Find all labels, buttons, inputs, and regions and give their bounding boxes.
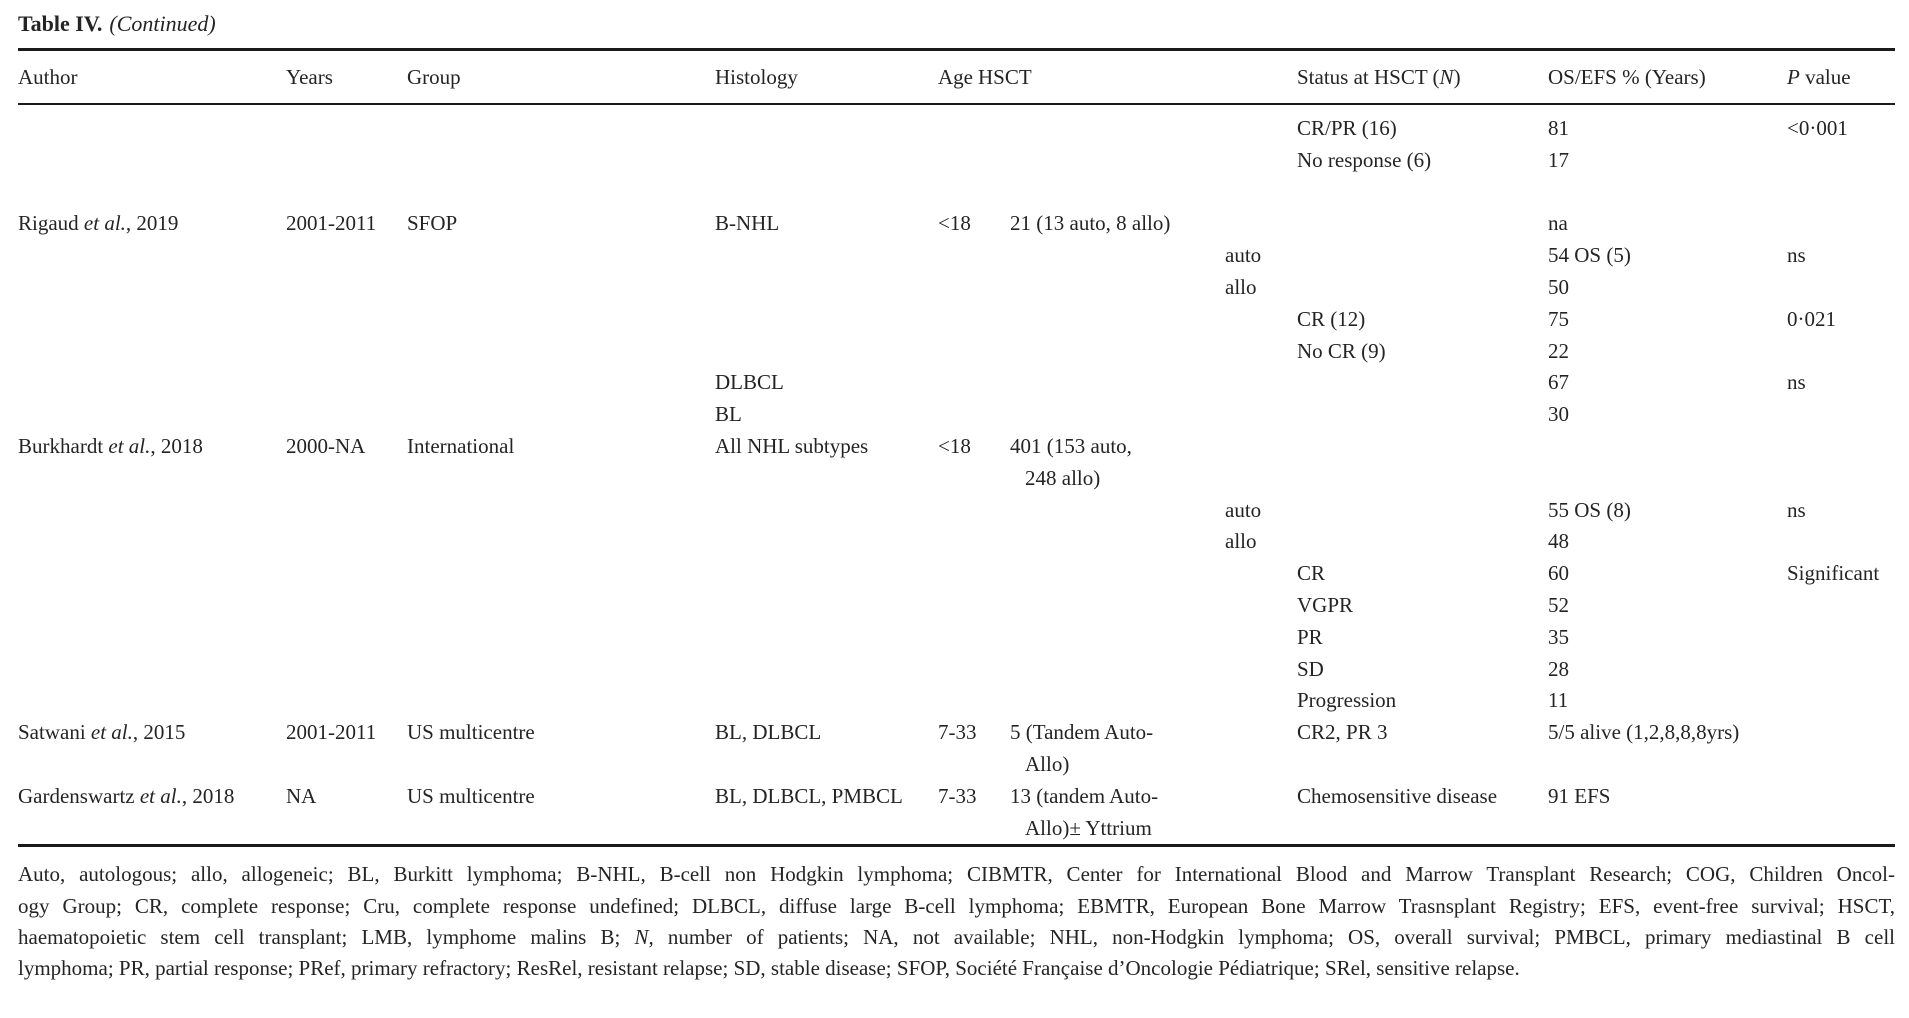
- table-title: [18, 10, 1895, 38]
- cell-p-value: [1787, 526, 1895, 558]
- cell-p-value: ns: [1787, 370, 1806, 395]
- cell-p-value: [1787, 781, 1895, 813]
- cell-os-efs: 81: [1548, 116, 1569, 140]
- cell-years: [286, 304, 407, 336]
- cell-graft-type: auto: [1225, 243, 1262, 268]
- cell-p-value: <0·001: [1787, 116, 1848, 140]
- cell-author: [18, 399, 286, 431]
- cell-hsct: [1010, 240, 1225, 272]
- cell-hsct: [1010, 272, 1225, 304]
- cell-age: [938, 399, 1010, 431]
- cell-os-efs: 50: [1548, 274, 1569, 299]
- table-row: [18, 749, 1895, 781]
- cell-histology: [715, 304, 938, 336]
- column-header-hsct: HSCT: [978, 65, 1032, 89]
- cell-p-value: [1787, 336, 1895, 368]
- cell-years: [286, 813, 407, 845]
- cell-age: 7-33: [938, 783, 977, 808]
- cell-histology: [715, 622, 938, 654]
- table-row: [18, 813, 1895, 845]
- table-footnote: [18, 859, 1895, 984]
- cell-status: [1297, 526, 1548, 558]
- cell-histology: [715, 145, 938, 177]
- cell-age: [938, 145, 1010, 177]
- cell-author: [18, 749, 286, 781]
- cell-age: [938, 526, 1010, 558]
- cell-hsct: Allo): [1025, 751, 1070, 776]
- cell-age: [938, 558, 1010, 590]
- cell-age: [938, 177, 1010, 209]
- cell-graft-type: [1225, 177, 1297, 209]
- cell-group: [407, 304, 715, 336]
- cell-os-efs: [1548, 431, 1787, 463]
- cell-group: [407, 177, 715, 209]
- cell-author: [18, 272, 286, 304]
- cell-years: [286, 558, 407, 590]
- cell-years: [286, 749, 407, 781]
- cell-histology: [715, 272, 938, 304]
- cell-p-value: [1787, 685, 1895, 717]
- cell-histology: [715, 749, 938, 781]
- cell-status: [1297, 813, 1548, 845]
- cell-os-efs: 5/5 alive (1,2,8,8,8yrs): [1548, 720, 1740, 745]
- column-header-author: Author: [18, 65, 78, 89]
- cell-graft-type: [1225, 654, 1297, 686]
- cell-graft-type: [1225, 781, 1297, 813]
- cell-author: Burkhardt et al., 2018: [18, 433, 203, 458]
- cell-status: CR: [1297, 561, 1326, 586]
- table-row: [18, 463, 1895, 495]
- cell-os-efs: 75: [1548, 306, 1569, 331]
- cell-os-efs: 35: [1548, 624, 1569, 649]
- column-header-histology: Histology: [715, 65, 798, 89]
- table-row: [18, 304, 1895, 336]
- cell-years: [286, 399, 407, 431]
- cell-years: [286, 463, 407, 495]
- cell-author: Gardenswartz et al., 2018: [18, 783, 235, 808]
- cell-age: [938, 113, 1010, 145]
- cell-status: Progression: [1297, 688, 1397, 713]
- cell-group: US multicentre: [407, 720, 535, 745]
- cell-status: [1297, 240, 1548, 272]
- cell-p-value: [1787, 431, 1895, 463]
- cell-graft-type: [1225, 145, 1297, 177]
- cell-group: [407, 272, 715, 304]
- table-row: [18, 431, 1895, 463]
- cell-p-value: [1787, 177, 1895, 209]
- cell-author: [18, 113, 286, 145]
- cell-graft-type: [1225, 558, 1297, 590]
- cell-hsct: [1010, 367, 1225, 399]
- cell-hsct: 13 (tandem Auto-: [1010, 783, 1159, 808]
- cell-status: [1297, 463, 1548, 495]
- cell-hsct: [1010, 654, 1225, 686]
- cell-status: VGPR: [1297, 592, 1354, 617]
- cell-years: 2000-NA: [286, 433, 366, 458]
- cell-hsct: 5 (Tandem Auto-: [1010, 720, 1154, 745]
- table-row: [18, 526, 1895, 558]
- table-row: [18, 495, 1895, 527]
- cell-p-value: [1787, 399, 1895, 431]
- cell-os-efs: 60: [1548, 561, 1569, 586]
- column-header-age: Age: [938, 65, 973, 89]
- cell-group: [407, 654, 715, 686]
- cell-os-efs: 52: [1548, 592, 1569, 617]
- cell-os-efs: [1548, 813, 1787, 845]
- cell-group: [407, 749, 715, 781]
- cell-author: [18, 558, 286, 590]
- cell-os-efs: 30: [1548, 402, 1569, 427]
- cell-group: [407, 463, 715, 495]
- cell-os-efs: 28: [1548, 656, 1569, 681]
- cell-years: NA: [286, 783, 317, 808]
- cell-status: No response (6): [1297, 147, 1432, 172]
- cell-years: 2001-2011: [286, 211, 377, 236]
- table-row: [18, 685, 1895, 717]
- cell-graft-type: allo: [1225, 274, 1257, 299]
- cell-years: [286, 272, 407, 304]
- cell-os-efs: 67: [1548, 370, 1569, 395]
- cell-histology: [715, 463, 938, 495]
- cell-graft-type: allo: [1225, 529, 1257, 554]
- cell-hsct: [1010, 558, 1225, 590]
- cell-p-value: 0·021: [1787, 306, 1836, 331]
- cell-os-efs: 22: [1548, 338, 1569, 363]
- cell-group: [407, 526, 715, 558]
- cell-age: [938, 367, 1010, 399]
- cell-graft-type: [1225, 367, 1297, 399]
- footnote-line: ogy Group; CR, complete response; Cru, complete response undefined; DLBCL, diffuse large B-cell lymphoma; EBMTR, European Bone Marrow Trasnsplant Registry; EFS, event-free survival; HSCT,: [18, 893, 1895, 918]
- cell-status: [1297, 431, 1548, 463]
- cell-group: [407, 685, 715, 717]
- cell-histology: [715, 177, 938, 209]
- table-row: [18, 272, 1895, 304]
- cell-age: [938, 304, 1010, 336]
- cell-graft-type: [1225, 622, 1297, 654]
- cell-age: [938, 685, 1010, 717]
- cell-hsct: [1010, 113, 1225, 145]
- cell-graft-type: [1225, 463, 1297, 495]
- cell-group: [407, 336, 715, 368]
- cell-graft-type: [1225, 113, 1297, 145]
- table-row: [18, 781, 1895, 813]
- cell-os-efs: 55 OS (8): [1548, 497, 1631, 522]
- cell-years: [286, 622, 407, 654]
- cell-group: [407, 495, 715, 527]
- cell-author: [18, 526, 286, 558]
- table-row: [18, 558, 1895, 590]
- cell-status: [1297, 177, 1548, 209]
- cell-histology: [715, 654, 938, 686]
- cell-hsct: [1010, 495, 1225, 527]
- cell-os-efs: [1548, 177, 1787, 209]
- cell-os-efs: na: [1548, 211, 1568, 236]
- table-row: [18, 590, 1895, 622]
- cell-graft-type: [1225, 590, 1297, 622]
- cell-age: [938, 240, 1010, 272]
- table-row: [18, 367, 1895, 399]
- cell-age: 7-33: [938, 720, 977, 745]
- cell-age: [938, 495, 1010, 527]
- cell-status: [1297, 495, 1548, 527]
- cell-group: [407, 240, 715, 272]
- cell-hsct: [1010, 145, 1225, 177]
- cell-years: [286, 336, 407, 368]
- cell-hsct: 401 (153 auto,: [1010, 433, 1132, 458]
- table-title-continued: (Continued): [109, 11, 216, 36]
- cell-group: International: [407, 433, 515, 458]
- cell-author: Satwani et al., 2015: [18, 720, 186, 745]
- table-row: [18, 717, 1895, 749]
- footnote-line: Auto, autologous; allo, allogeneic; BL, Burkitt lymphoma; B-NHL, B-cell non Hodgkin lymphoma; CIBMTR, Center for International Blood and Marrow Transplant Research; COG, Children Oncol-: [18, 862, 1895, 887]
- cell-age: [938, 749, 1010, 781]
- cell-status: [1297, 272, 1548, 304]
- cell-author: [18, 590, 286, 622]
- table-row: [18, 113, 1895, 145]
- cell-graft-type: [1225, 399, 1297, 431]
- cell-histology: [715, 685, 938, 717]
- cell-author: [18, 336, 286, 368]
- cell-status: PR: [1297, 624, 1323, 649]
- cell-age: [938, 654, 1010, 686]
- cell-p-value: [1787, 208, 1895, 240]
- cell-group: [407, 113, 715, 145]
- cell-os-efs: 48: [1548, 529, 1569, 554]
- cell-graft-type: [1225, 304, 1297, 336]
- cell-status: [1297, 367, 1548, 399]
- cell-histology: All NHL subtypes: [715, 433, 869, 458]
- table-title-label: Table IV.: [18, 11, 103, 36]
- cell-years: [286, 367, 407, 399]
- cell-hsct: [1010, 177, 1225, 209]
- cell-status: CR/PR (16): [1297, 116, 1397, 140]
- cell-hsct: [1010, 685, 1225, 717]
- cell-graft-type: [1225, 208, 1297, 240]
- cell-p-value: [1787, 654, 1895, 686]
- cell-status: [1297, 749, 1548, 781]
- cell-p-value: ns: [1787, 497, 1806, 522]
- cell-author: [18, 367, 286, 399]
- cell-years: [286, 590, 407, 622]
- cell-p-value: [1787, 590, 1895, 622]
- table-row: [18, 654, 1895, 686]
- table-row: [18, 177, 1895, 209]
- cell-hsct: [1010, 399, 1225, 431]
- cell-status: [1297, 208, 1548, 240]
- cell-group: [407, 558, 715, 590]
- footer-rule: [18, 844, 1895, 847]
- cell-hsct: [1010, 304, 1225, 336]
- cell-author: [18, 177, 286, 209]
- cell-os-efs: [1548, 463, 1787, 495]
- column-header-os-efs: OS/EFS % (Years): [1548, 65, 1706, 89]
- cell-histology: [715, 113, 938, 145]
- table-row: [18, 399, 1895, 431]
- cell-years: [286, 113, 407, 145]
- cell-years: [286, 654, 407, 686]
- cell-years: [286, 526, 407, 558]
- cell-hsct: 21 (13 auto, 8 allo): [1010, 211, 1171, 236]
- footnote-line: lymphoma; PR, partial response; PRef, primary refractory; ResRel, resistant relapse; SD, stable disease; SFOP, Société Française d’Oncologie Pédiatrique; SRel, sensitive relapse.: [18, 955, 1520, 980]
- cell-age: <18: [938, 433, 971, 458]
- cell-age: [938, 813, 1010, 845]
- column-header-p-value: P value: [1787, 65, 1851, 89]
- cell-p-value: [1787, 145, 1895, 177]
- cell-graft-type: [1225, 431, 1297, 463]
- cell-author: [18, 622, 286, 654]
- cell-os-efs: [1548, 749, 1787, 781]
- cell-author: [18, 685, 286, 717]
- cell-status: [1297, 399, 1548, 431]
- cell-p-value: [1787, 749, 1895, 781]
- cell-status: SD: [1297, 656, 1324, 681]
- cell-histology: [715, 558, 938, 590]
- cell-p-value: [1787, 813, 1895, 845]
- table-body: [18, 105, 1895, 844]
- cell-histology: BL, DLBCL: [715, 720, 822, 745]
- table-row: [18, 336, 1895, 368]
- cell-graft-type: [1225, 749, 1297, 781]
- cell-status: CR (12): [1297, 306, 1366, 331]
- cell-p-value: Significant: [1787, 561, 1880, 586]
- cell-age: [938, 336, 1010, 368]
- cell-hsct: 248 allo): [1025, 465, 1101, 490]
- cell-age: [938, 463, 1010, 495]
- cell-histology: BL: [715, 402, 742, 427]
- cell-histology: [715, 526, 938, 558]
- cell-graft-type: [1225, 685, 1297, 717]
- cell-p-value: [1787, 717, 1895, 749]
- cell-author: [18, 463, 286, 495]
- cell-author: [18, 145, 286, 177]
- cell-histology: DLBCL: [715, 370, 784, 395]
- cell-author: [18, 495, 286, 527]
- cell-os-efs: 91 EFS: [1548, 783, 1611, 808]
- cell-histology: [715, 590, 938, 622]
- cell-age: [938, 590, 1010, 622]
- cell-histology: [715, 813, 938, 845]
- column-header-group: Group: [407, 65, 461, 89]
- cell-author: [18, 654, 286, 686]
- cell-p-value: [1787, 272, 1895, 304]
- cell-os-efs: 54 OS (5): [1548, 243, 1631, 268]
- cell-author: [18, 304, 286, 336]
- cell-graft-type: [1225, 717, 1297, 749]
- cell-years: [286, 177, 407, 209]
- cell-hsct: [1010, 622, 1225, 654]
- cell-p-value: [1787, 622, 1895, 654]
- cell-age: <18: [938, 211, 971, 236]
- cell-histology: [715, 495, 938, 527]
- cell-histology: BL, DLBCL, PMBCL: [715, 783, 903, 808]
- cell-graft-type: auto: [1225, 497, 1262, 522]
- cell-author: [18, 813, 286, 845]
- cell-hsct: [1010, 526, 1225, 558]
- cell-histology: [715, 336, 938, 368]
- cell-group: US multicentre: [407, 783, 535, 808]
- cell-p-value: ns: [1787, 243, 1806, 268]
- cell-group: [407, 367, 715, 399]
- cell-histology: [715, 240, 938, 272]
- cell-years: [286, 685, 407, 717]
- cell-hsct: [1010, 590, 1225, 622]
- column-header-status: Status at HSCT (N): [1297, 65, 1461, 89]
- cell-author: [18, 240, 286, 272]
- cell-status: No CR (9): [1297, 338, 1386, 363]
- cell-status: Chemosensitive disease: [1297, 783, 1498, 808]
- table-row: [18, 208, 1895, 240]
- cell-group: [407, 590, 715, 622]
- cell-hsct: Allo)± Yttrium: [1025, 815, 1152, 840]
- table-row: [18, 622, 1895, 654]
- cell-author: Rigaud et al., 2019: [18, 211, 179, 236]
- cell-group: [407, 399, 715, 431]
- cell-group: [407, 622, 715, 654]
- cell-years: [286, 145, 407, 177]
- cell-years: 2001-2011: [286, 720, 377, 745]
- cell-group: [407, 813, 715, 845]
- cell-os-efs: 11: [1548, 688, 1569, 713]
- cell-status: CR2, PR 3: [1297, 720, 1388, 745]
- cell-years: [286, 240, 407, 272]
- cell-graft-type: [1225, 336, 1297, 368]
- column-header-years: Years: [286, 65, 333, 89]
- table-row: [18, 240, 1895, 272]
- footnote-line: haematopoietic stem cell transplant; LMB, lymphome malins B; N, number of patients; NA, not available; NHL, non-Hodgkin lymphoma; OS, overall survival; PMBCL, primary mediastinal B cell: [18, 924, 1895, 949]
- cell-graft-type: [1225, 813, 1297, 845]
- cell-group: SFOP: [407, 211, 458, 236]
- cell-os-efs: 17: [1548, 147, 1569, 172]
- cell-age: [938, 272, 1010, 304]
- column-header-sub: [1225, 64, 1297, 90]
- cell-age: [938, 622, 1010, 654]
- cell-hsct: [1010, 336, 1225, 368]
- table-row: [18, 145, 1895, 177]
- cell-group: [407, 145, 715, 177]
- table-header-row: [18, 51, 1895, 103]
- cell-histology: B-NHL: [715, 211, 780, 236]
- cell-p-value: [1787, 463, 1895, 495]
- cell-years: [286, 495, 407, 527]
